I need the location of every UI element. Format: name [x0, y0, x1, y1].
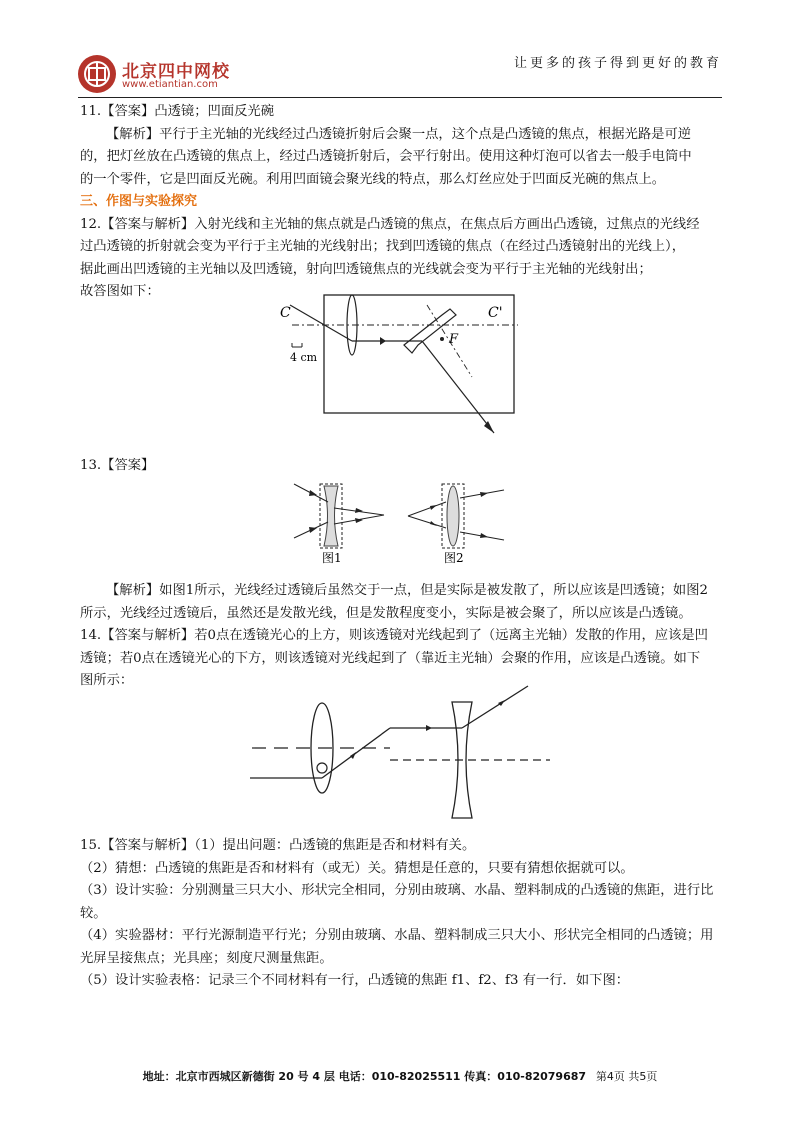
label-c-prime: C': [488, 305, 503, 321]
scale-label: 4 cm: [290, 351, 318, 364]
q12-line: 12.【答案与解析】入射光线和主光轴的焦点就是凸透镜的焦点，在焦点后方画出凸透镜，过焦点的光线经: [80, 216, 700, 232]
q13-lens-figures: [290, 478, 510, 568]
q15-line: 15.【答案与解析】（1）提出问题：凸透镜的焦距是否和材料有关。: [80, 838, 476, 853]
q14-line: 图所示：: [80, 673, 134, 688]
q11-analysis-line: 的，把灯丝放在凸透镜的焦点上，经过凸透镜折射后，会平行射出。使用这种灯泡可以省去一般手电筒中: [80, 149, 692, 164]
q13-answer: 13.【答案】: [80, 458, 155, 473]
fig1-label: 图1: [322, 551, 342, 565]
label-f: F: [449, 332, 459, 347]
page-footer: [0, 1068, 800, 1084]
q15-block: [80, 835, 725, 993]
q14-ray-diagram: [240, 680, 570, 830]
q11-analysis-line: 【解析】平行于主光轴的光线经过凸透镜折射后会聚一点，这个点是凸透镜的焦点，根据光路是可逆: [106, 126, 692, 142]
q15-line: （4）实验器材：平行光源制造平行光；分别由玻璃、水晶、塑料制成三只大小、形状完全相同的凸透镜；用: [80, 928, 714, 943]
fig2-label: 图2: [444, 551, 464, 565]
q13-answer-block: [80, 455, 725, 478]
q15-line: （5）设计实验表格：记录三个不同材料有一行，凸透镜的焦距 f1、f2、f3 有一行．如下图：: [80, 973, 630, 988]
q12-line: 据此画出凹透镜的主光轴以及凹透镜，射向凹透镜焦点的光线就会变为平行于主光轴的光线射出；: [80, 261, 652, 277]
header-divider: [78, 97, 722, 98]
logo-emblem-icon: [78, 55, 116, 93]
page-number: 第4页 共5页: [595, 1070, 658, 1083]
q12-ray-diagram: [272, 285, 532, 455]
section-heading: 三、作图与实验探究: [80, 194, 198, 209]
q13-q14-block: [80, 580, 725, 693]
page-header: [0, 0, 800, 100]
q15-line: 光屏呈接焦点；光具座；刻度尺测量焦距。: [80, 950, 333, 966]
q15-line: （3）设计实验：分别测量三只大小、形状完全相同，分别由玻璃、水晶、塑料制成的凸透镜的焦距，进行比: [80, 883, 714, 898]
q11-analysis-line: 的一个零件，它是凹面反光碗。利用凹面镜会聚光线的特点，那么灯丝应处于凹面反光碗的焦点上。: [80, 171, 666, 187]
q11-block: [80, 101, 725, 304]
q11-answer: 11.【答案】凸透镜；凹面反光碗: [80, 104, 275, 119]
logo-text: 北京四中网校: [122, 62, 230, 82]
footer-address: 地址：北京市西城区新德街 20 号 4 层 电话：010-82025511 传真：010-82079687: [142, 1070, 587, 1083]
q14-line: 14.【答案与解析】若0点在透镜光心的上方，则该透镜对光线起到了（远离主光轴）发散的作用，应该是凹: [80, 628, 708, 643]
q15-line: （2）猜想：凸透镜的焦距是否和材料有（或无）关。猜想是任意的，只要有猜想依据就可以。: [80, 860, 634, 876]
q13-analysis-line: 所示，光线经过透镜后，虽然还是发散光线，但是发散程度变小，实际是被会聚了，所以应该是凸透镜。: [80, 605, 692, 621]
q13-analysis-line: 【解析】如图1所示，光线经过透镜后虽然交于一点，但是实际是被发散了，所以应该是凹透镜；如图2: [106, 583, 708, 598]
q12-line: 过凸透镜的折射就会变为平行于主光轴的光线射出；找到凹透镜的焦点（在经过凸透镜射出的光线上），: [80, 239, 686, 254]
q14-line: 透镜；若0点在透镜光心的下方，则该透镜对光线起到了（靠近主光轴）会聚的作用，应该是凸透镜。如下: [80, 650, 701, 666]
site-logo: [78, 55, 278, 95]
logo-url: www.etiantian.com: [122, 79, 218, 90]
q15-line: 较。: [80, 905, 107, 921]
label-c: C: [280, 305, 291, 321]
q12-line: 故答图如下：: [80, 284, 160, 299]
header-slogan: 让更多的孩子得到更好的教育: [513, 56, 722, 71]
